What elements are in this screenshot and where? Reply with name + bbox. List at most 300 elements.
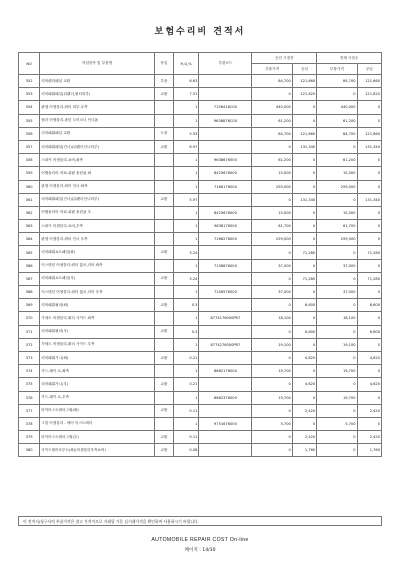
cell-no: 374	[19, 365, 40, 378]
cell-al: 0	[292, 206, 316, 219]
cell-item: 리어패뷔패널(인너)(뒤펜더인너외부)	[40, 193, 155, 206]
cell-code: 8662376000	[199, 391, 252, 404]
cell-code	[199, 378, 252, 391]
cell-hq: 0.11	[173, 404, 198, 417]
cell-cl: 0	[357, 417, 381, 430]
cell-code	[199, 246, 252, 259]
table-row	[19, 338, 382, 351]
table-row	[19, 127, 382, 140]
cell-cl: 1,760	[357, 444, 381, 457]
cell-code: 7156576000	[199, 286, 252, 299]
cell-ap: 61,200	[252, 114, 292, 127]
cell-ap: 5,700	[252, 417, 292, 430]
cell-code	[199, 127, 252, 140]
cell-hq: 1	[173, 338, 198, 351]
cell-cl: 0	[357, 259, 381, 272]
cell-al: 6,600	[292, 299, 316, 312]
cell-hq: 1	[173, 114, 198, 127]
cell-cp: 0	[317, 351, 357, 364]
cell-code: 7156876000	[199, 259, 252, 272]
cell-ap: 19,700	[252, 365, 292, 378]
cell-hq: 1	[173, 365, 198, 378]
col-approved-part-header: 부품가격	[252, 64, 292, 75]
cell-hq: 0.3	[173, 325, 198, 338]
table-row	[19, 167, 382, 180]
cell-ap: 0	[252, 193, 292, 206]
cell-ap: 259,000	[252, 180, 292, 193]
col-hq-header: H,Q,%	[173, 53, 198, 75]
cell-al: 1,760	[292, 444, 316, 457]
cell-item: 리어패뷔패널(뒤펜더,쿼터외부)	[40, 88, 155, 101]
cell-no: 365	[19, 246, 40, 259]
cell-item: 그릴 어셈블리 - 에어 익스트랙터	[40, 417, 155, 430]
cell-item: 리어패뷔패널 교환	[40, 127, 155, 140]
cell-no: 375	[19, 378, 40, 391]
cell-cl: 0	[357, 180, 381, 193]
cell-hq: 7.51	[173, 88, 198, 101]
cell-hq: 1	[173, 259, 198, 272]
estimate-table	[18, 52, 382, 457]
cell-work: 교환	[154, 140, 173, 153]
cell-no: 363	[19, 220, 40, 233]
cell-item: 리어패뷔패널(인너)(뒤펜더인너외부)	[40, 140, 155, 153]
cell-hq: 5.97	[173, 193, 198, 206]
cell-item: 스퍼커 어셈블리-쇼버,좌측	[40, 154, 155, 167]
table-row	[19, 193, 382, 206]
cell-al: 2,420	[292, 431, 316, 444]
cell-cl: 0	[357, 220, 381, 233]
cell-hq: 0.11	[173, 431, 198, 444]
cell-cp: 15,000	[317, 206, 357, 219]
cell-cp: 84,700	[317, 75, 357, 88]
cell-al: 0	[292, 259, 316, 272]
cell-al: 2,420	[292, 404, 316, 417]
cell-code: 7156416C00	[199, 101, 252, 114]
table-row	[19, 351, 382, 364]
cell-item: 리어패뷔필러(좌)	[40, 299, 155, 312]
cell-ap: 37,000	[252, 286, 292, 299]
table-row	[19, 206, 382, 219]
cell-code	[199, 272, 252, 285]
cell-no: 357	[19, 140, 40, 153]
table-row	[19, 417, 382, 430]
cell-cl: 0	[357, 365, 381, 378]
cell-cp: 0	[317, 325, 357, 338]
cell-code	[199, 88, 252, 101]
cell-cp: 61,200	[317, 114, 357, 127]
cell-work	[154, 338, 173, 351]
cell-no: 378	[19, 417, 40, 430]
table-row	[19, 75, 382, 88]
cell-ap: 15,000	[252, 167, 292, 180]
cell-item: 가세트 어셈블리-휘터 사이드 좌측	[40, 312, 155, 325]
cell-no: 368	[19, 286, 40, 299]
cell-work	[154, 286, 173, 299]
cell-cp: 19,700	[317, 391, 357, 404]
cell-al: 0	[292, 220, 316, 233]
cell-cp: 0	[317, 444, 357, 457]
cell-cl: 0	[357, 233, 381, 246]
cell-al: 71,280	[292, 272, 316, 285]
cell-hq: 0.21	[173, 378, 198, 391]
page-number: 페이지 : 14/30	[184, 548, 216, 553]
cell-item: 어댑솔리어 어퍼-쉬펜 솔런폼 좌	[40, 167, 155, 180]
cell-no: 371	[19, 325, 40, 338]
cell-item: 익스텐션 어셈블리-쿼터 휠코,리어 우측	[40, 286, 155, 299]
cell-item: 리어패뷔쇼트패널(좌)	[40, 246, 155, 259]
cell-work: 교환	[154, 246, 173, 259]
cell-cp: 37,000	[317, 286, 357, 299]
col-current-part-header: 부품가격	[317, 64, 357, 75]
cell-no: 379	[19, 431, 40, 444]
cell-cl: 131,340	[357, 140, 381, 153]
cell-no: 380	[19, 444, 40, 457]
table-row	[19, 365, 382, 378]
cell-al: 0	[292, 114, 316, 127]
table-row	[19, 259, 382, 272]
cell-hq: 3.24	[173, 272, 198, 285]
cell-al: 71,280	[292, 246, 316, 259]
cell-cl: 0	[357, 154, 381, 167]
cell-al: 0	[292, 338, 316, 351]
cell-no: 358	[19, 154, 40, 167]
cell-hq: 1	[173, 154, 198, 167]
cell-hq: 5.53	[173, 127, 198, 140]
cell-work	[154, 206, 173, 219]
cell-cp: 15,000	[317, 167, 357, 180]
cell-ap: 37,000	[252, 259, 292, 272]
cell-work	[154, 101, 173, 114]
table-row	[19, 312, 382, 325]
cell-work	[154, 312, 173, 325]
cell-cp: 259,000	[317, 233, 357, 246]
cell-ap: 0	[252, 351, 292, 364]
table-row	[19, 378, 382, 391]
cell-hq: 3.24	[173, 246, 198, 259]
cell-al: 131,340	[292, 193, 316, 206]
cell-no: 353	[19, 88, 40, 101]
cell-cl: 0	[357, 312, 381, 325]
cell-item: 라이어스트쿼터그립(좌)	[40, 404, 155, 417]
cell-cl: 71,280	[357, 246, 381, 259]
cell-code	[199, 75, 252, 88]
cell-item: 스퍼커 어셈블리-쇼버,우측	[40, 220, 155, 233]
cell-hq: 1	[173, 206, 198, 219]
cell-cl: 71,280	[357, 272, 381, 285]
cell-hq: 6.97	[173, 140, 198, 153]
cell-cp: 259,000	[317, 180, 357, 193]
cell-ap: 0	[252, 272, 292, 285]
col-no-header: NO	[19, 53, 40, 75]
cell-work: 도장	[154, 127, 173, 140]
cell-work: 교환	[154, 299, 173, 312]
cell-work	[154, 114, 173, 127]
cell-no: 360	[19, 180, 40, 193]
cell-ap: 0	[252, 444, 292, 457]
cell-ap: 19,700	[252, 391, 292, 404]
cell-ap: 0	[252, 246, 292, 259]
cell-work: 교환	[154, 272, 173, 285]
cell-work	[154, 417, 173, 430]
cell-al: 121,620	[292, 88, 316, 101]
cell-code	[199, 444, 252, 457]
table-row	[19, 246, 382, 259]
cell-al: 6,600	[292, 325, 316, 338]
cell-no: 355	[19, 114, 40, 127]
cell-al: 0	[292, 365, 316, 378]
cell-code: 9638176500	[199, 220, 252, 233]
cell-ap: 440,000	[252, 101, 292, 114]
cell-cp: 0	[317, 88, 357, 101]
cell-ap: 0	[252, 299, 292, 312]
cell-item: 판넬 어셈블리-쿼터 인너 좌측	[40, 180, 155, 193]
cell-cp: 61,700	[317, 220, 357, 233]
cell-cl: 121,660	[357, 75, 381, 88]
col-code-header: 부품코드	[199, 53, 252, 75]
table-row	[19, 114, 382, 127]
table-row	[19, 140, 382, 153]
cell-hq: 1	[173, 180, 198, 193]
cell-item: 판넬 어셈블리-쿼터 외부-우측	[40, 101, 155, 114]
cell-code	[199, 325, 252, 338]
cell-hq: 1	[173, 101, 198, 114]
col-item-header: 작업항목 및 부품명	[40, 53, 155, 75]
cell-work	[154, 391, 173, 404]
cell-cp: 440,000	[317, 101, 357, 114]
cell-work	[154, 167, 173, 180]
cell-item: 사이드씰어포부트(좌)(어셈블리우측쇼버)	[40, 444, 155, 457]
cell-no: 372	[19, 338, 40, 351]
cell-cp: 0	[317, 431, 357, 444]
cell-no: 377	[19, 404, 40, 417]
disclaimer-note: 이 견적서/청구서의 부품가격은 참고 가격이므로 거래될 가운 실거래가격을 확인하여 사용하시기 바랍니다.	[18, 516, 382, 526]
cell-item: 리어패뷔필러(우)	[40, 325, 155, 338]
cell-cp: 61,200	[317, 154, 357, 167]
table-row	[19, 233, 382, 246]
cell-item: 가드-레이 로,우측	[40, 391, 155, 404]
cell-no: 369	[19, 299, 40, 312]
col-work-header: 작업	[154, 53, 173, 75]
cell-cl: 2,420	[357, 431, 381, 444]
cell-ap: 18,100	[252, 312, 292, 325]
cell-work: 교환	[154, 444, 173, 457]
table-row	[19, 101, 382, 114]
cell-code	[199, 140, 252, 153]
cell-cl: 4,620	[357, 351, 381, 364]
cell-code	[199, 404, 252, 417]
cell-cp: 0	[317, 246, 357, 259]
table-row	[19, 286, 382, 299]
cell-work	[154, 180, 173, 193]
col-current-labor-header: 공임	[357, 64, 381, 75]
cell-cl: 121,620	[357, 88, 381, 101]
cell-work: 교환	[154, 351, 173, 364]
cell-code: 8662176000	[199, 365, 252, 378]
table-row	[19, 404, 382, 417]
cell-cl: 131,340	[357, 193, 381, 206]
table-row	[19, 154, 382, 167]
cell-hq: 1	[173, 220, 198, 233]
cell-ap: 15,000	[252, 206, 292, 219]
cell-code: 9638876C00	[199, 114, 252, 127]
table-row	[19, 299, 382, 312]
cell-cl: 0	[357, 338, 381, 351]
cell-ap: 61,700	[252, 220, 292, 233]
cell-ap: 0	[252, 88, 292, 101]
cell-hq: 6.63	[173, 75, 198, 88]
cell-ap: 259,000	[252, 233, 292, 246]
cell-cl: 0	[357, 114, 381, 127]
cell-hq: 1	[173, 233, 198, 246]
table-row	[19, 325, 382, 338]
cell-al: 0	[292, 417, 316, 430]
cell-al: 0	[292, 180, 316, 193]
cell-work: 교환	[154, 193, 173, 206]
cell-work: 부품	[154, 75, 173, 88]
cell-code: 8774176000PR7	[199, 312, 252, 325]
cell-code	[199, 193, 252, 206]
cell-work	[154, 154, 173, 167]
cell-ap: 84,700	[252, 127, 292, 140]
table-row	[19, 88, 382, 101]
cell-al: 121,660	[292, 127, 316, 140]
page-title: 보험수리비 견적서	[154, 27, 246, 37]
cell-code	[199, 351, 252, 364]
cell-no: 362	[19, 206, 40, 219]
cell-item: 리어패뷔가니(좌)	[40, 351, 155, 364]
cell-no: 361	[19, 193, 40, 206]
cell-al: 121,660	[292, 75, 316, 88]
cell-cl: 6,600	[357, 325, 381, 338]
cell-work: 교환	[154, 404, 173, 417]
cell-cl: 0	[357, 206, 381, 219]
cell-hq: 1	[173, 391, 198, 404]
cell-cp: 5,700	[317, 417, 357, 430]
cell-no: 359	[19, 167, 40, 180]
table-row	[19, 272, 382, 285]
cell-cp: 19,100	[317, 338, 357, 351]
cell-al: 0	[292, 154, 316, 167]
cell-cp: 0	[317, 140, 357, 153]
cell-ap: 0	[252, 378, 292, 391]
cell-no: 354	[19, 101, 40, 114]
table-row	[19, 431, 382, 444]
table-row	[19, 220, 382, 233]
cell-cp: 0	[317, 378, 357, 391]
cell-al: 4,620	[292, 351, 316, 364]
cell-work	[154, 233, 173, 246]
cell-hq: 1	[173, 286, 198, 299]
cell-cl: 2,420	[357, 404, 381, 417]
cell-cl: 0	[357, 167, 381, 180]
cell-item: 익스텐션 어셈블리-쿼터 휠코,리어 좌측	[40, 259, 155, 272]
cell-work: 교환	[154, 325, 173, 338]
cell-hq: 1	[173, 167, 198, 180]
cell-cl: 0	[357, 101, 381, 114]
cell-work: 교환	[154, 88, 173, 101]
cell-no: 373	[19, 351, 40, 364]
cell-code: 7166176000	[199, 180, 252, 193]
cell-item: 씰러 어셈블리-솔린 도어코너 인너폼	[40, 114, 155, 127]
cell-work	[154, 220, 173, 233]
cell-code	[199, 299, 252, 312]
cell-hq: 1	[173, 312, 198, 325]
cell-hq: 1	[173, 417, 198, 430]
cell-item: 가세트 어셈블리-휘터 사이드 우측	[40, 338, 155, 351]
cell-cp: 0	[317, 193, 357, 206]
cell-al: 0	[292, 286, 316, 299]
cell-code: 8429676000	[199, 167, 252, 180]
cell-al: 0	[292, 167, 316, 180]
cell-work	[154, 365, 173, 378]
cell-ap: 84,700	[252, 75, 292, 88]
cell-al: 0	[292, 312, 316, 325]
cell-code	[199, 431, 252, 444]
table-row	[19, 444, 382, 457]
cell-cl: 121,660	[357, 127, 381, 140]
footer-brand: AUTOMOBILE REPAIR COST On-line	[151, 537, 249, 543]
cell-no: 364	[19, 233, 40, 246]
cell-cp: 0	[317, 299, 357, 312]
cell-code: 8429676000	[199, 206, 252, 219]
cell-hq: 0.3	[173, 299, 198, 312]
cell-no: 352	[19, 75, 40, 88]
cell-item: 리어패뷔가니(우)	[40, 378, 155, 391]
cell-cp: 84,700	[317, 127, 357, 140]
cell-item: 리어펜더패널 교환	[40, 75, 155, 88]
cell-cl: 0	[357, 391, 381, 404]
col-approved-labor-header: 공임	[292, 64, 316, 75]
cell-code: 9751676000	[199, 417, 252, 430]
cell-no: 370	[19, 312, 40, 325]
cell-cl: 0	[357, 286, 381, 299]
cell-ap: 61,200	[252, 154, 292, 167]
cell-al: 0	[292, 233, 316, 246]
cell-no: 366	[19, 259, 40, 272]
cell-code: 9638676500	[199, 154, 252, 167]
cell-hq: 0.08	[173, 444, 198, 457]
cell-code: 7166276000	[199, 233, 252, 246]
cell-cp: 18,100	[317, 312, 357, 325]
cell-al: 0	[292, 391, 316, 404]
cell-hq: 0.21	[173, 351, 198, 364]
cell-item: 리어패뷔쇼트패널(우)	[40, 272, 155, 285]
cell-al: 131,340	[292, 140, 316, 153]
table-row	[19, 180, 382, 193]
cell-no: 376	[19, 391, 40, 404]
group-current-header: 현재 시점주	[317, 53, 382, 64]
cell-ap: 0	[252, 140, 292, 153]
cell-cp: 0	[317, 272, 357, 285]
cell-cp: 0	[317, 404, 357, 417]
cell-ap: 0	[252, 404, 292, 417]
cell-item: 라이어스트쿼터그립(우)	[40, 431, 155, 444]
cell-cp: 19,700	[317, 365, 357, 378]
cell-cl: 4,620	[357, 378, 381, 391]
cell-no: 367	[19, 272, 40, 285]
cell-ap: 19,100	[252, 338, 292, 351]
cell-item: 판넬 어셈블리-쿼터 인너 우측	[40, 233, 155, 246]
cell-work: 교환	[154, 431, 173, 444]
cell-al: 4,620	[292, 378, 316, 391]
cell-code: 8774276000PR7	[199, 338, 252, 351]
cell-ap: 0	[252, 431, 292, 444]
table-row	[19, 391, 382, 404]
cell-item: 어댑솔리어 어퍼-쉬펜 솔런폼 우	[40, 206, 155, 219]
cell-cp: 37,000	[317, 259, 357, 272]
group-approved-header: 승인 시점전	[252, 53, 317, 64]
cell-cl: 6,600	[357, 299, 381, 312]
